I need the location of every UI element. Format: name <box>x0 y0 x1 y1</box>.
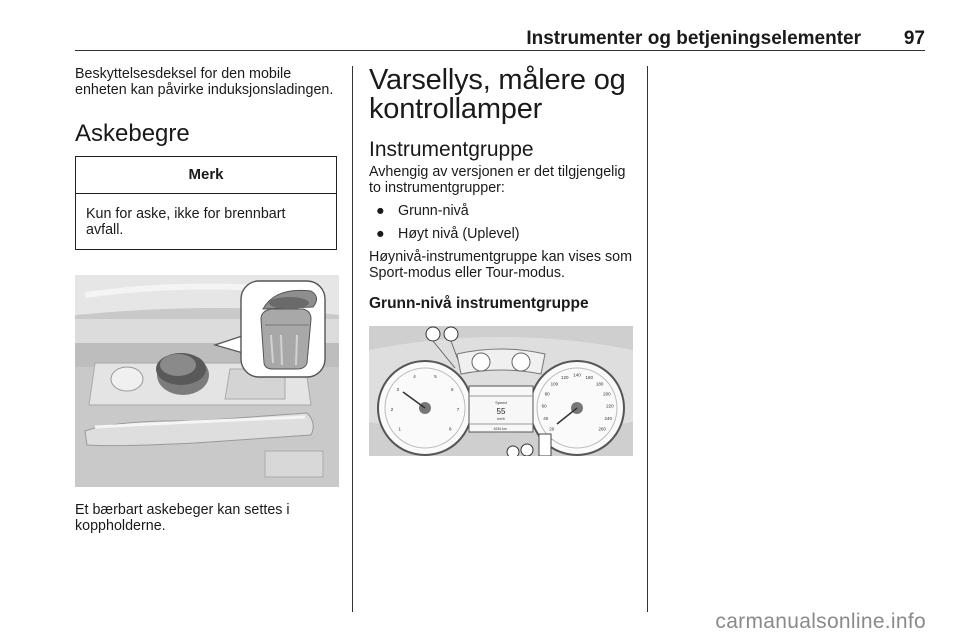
dial-tick-label: 6 <box>451 386 454 392</box>
dial-tick-label: 180 <box>595 381 604 387</box>
column-divider-right <box>647 66 648 612</box>
left-column <box>75 66 337 250</box>
page-number: 97 <box>903 28 925 49</box>
callout-marker <box>507 446 519 456</box>
mode-paragraph: Høynivå-instrumentgruppe kan vises som Sport-modus eller Tour-modus. <box>369 249 633 281</box>
display-speed-label: Speed <box>495 400 507 405</box>
section-heading-askebegre: Askebegre <box>75 120 190 147</box>
ashtray-illustration <box>75 275 339 487</box>
dial-tick-label: 40 <box>543 415 549 421</box>
watermark: carmanualsonline.info <box>715 610 926 633</box>
note-box <box>75 156 337 250</box>
ashtray-caption: Et bærbart askebeger kan settes i koppholderne. <box>75 502 290 534</box>
callout-marker <box>426 327 440 341</box>
callout-marker <box>444 327 458 341</box>
list-item: ● Grunn-nivå <box>376 203 469 219</box>
dial-tick-label: 3 <box>396 386 399 392</box>
dial-tick-label: 5 <box>434 374 437 380</box>
display-speed-unit: km/h <box>497 417 505 421</box>
dial-tick-label: 100 <box>550 381 559 387</box>
display-odometer: 1034 km <box>493 427 507 431</box>
dial-tick-label: 2 <box>390 407 394 413</box>
header-rule <box>75 50 925 51</box>
instrument-cluster-illustration <box>369 326 633 456</box>
dial-tick-label: 80 <box>544 391 550 397</box>
dial-tick-label: 8 <box>449 426 452 432</box>
dial-tick-label: 1 <box>398 426 401 432</box>
sub-heading-instrumentgruppe: Instrumentgruppe <box>369 138 534 161</box>
main-heading: Varsellys, målere og kontrollamper <box>369 64 626 125</box>
dial-tick-label: 20 <box>549 426 555 432</box>
note-text: Kun for aske, ikke for brennbart avfall. <box>86 206 286 238</box>
right-column <box>369 66 634 313</box>
callout-marker <box>539 434 551 456</box>
dial-tick-label: 160 <box>585 374 593 380</box>
dial-tick-label: 140 <box>573 372 581 378</box>
dial-tick-label: 220 <box>606 403 614 409</box>
dial-tick-label: 260 <box>598 426 607 432</box>
callout-marker <box>521 444 533 456</box>
list-item: ● Høyt nivå (Uplevel) <box>376 226 520 242</box>
dial-tick-label: 200 <box>603 391 611 397</box>
dial-tick-label: 120 <box>561 374 569 380</box>
note-title: Merk <box>76 157 336 194</box>
display-speed-value: 55 <box>496 407 506 416</box>
header-title: Instrumenter og betjeningselementer <box>526 28 861 49</box>
instrument-intro: Avhengig av versjonen er det tilgjengelig to instrumentgrupper: <box>369 164 626 196</box>
cluster-type-list <box>369 203 634 242</box>
dial-tick-label: 4 <box>413 374 416 380</box>
dial-tick-label: 7 <box>456 407 460 413</box>
dial-tick-label: 60 <box>541 403 547 409</box>
dial-tick-label: 240 <box>604 415 613 421</box>
page-header <box>75 28 925 50</box>
column-divider-left <box>352 66 353 612</box>
subsub-heading: Grunn-nivå instrumentgruppe <box>369 295 589 312</box>
intro-paragraph: Beskyttelsesdeksel for den mobile enheten kan påvirke induksjonsladingen. <box>75 66 334 98</box>
